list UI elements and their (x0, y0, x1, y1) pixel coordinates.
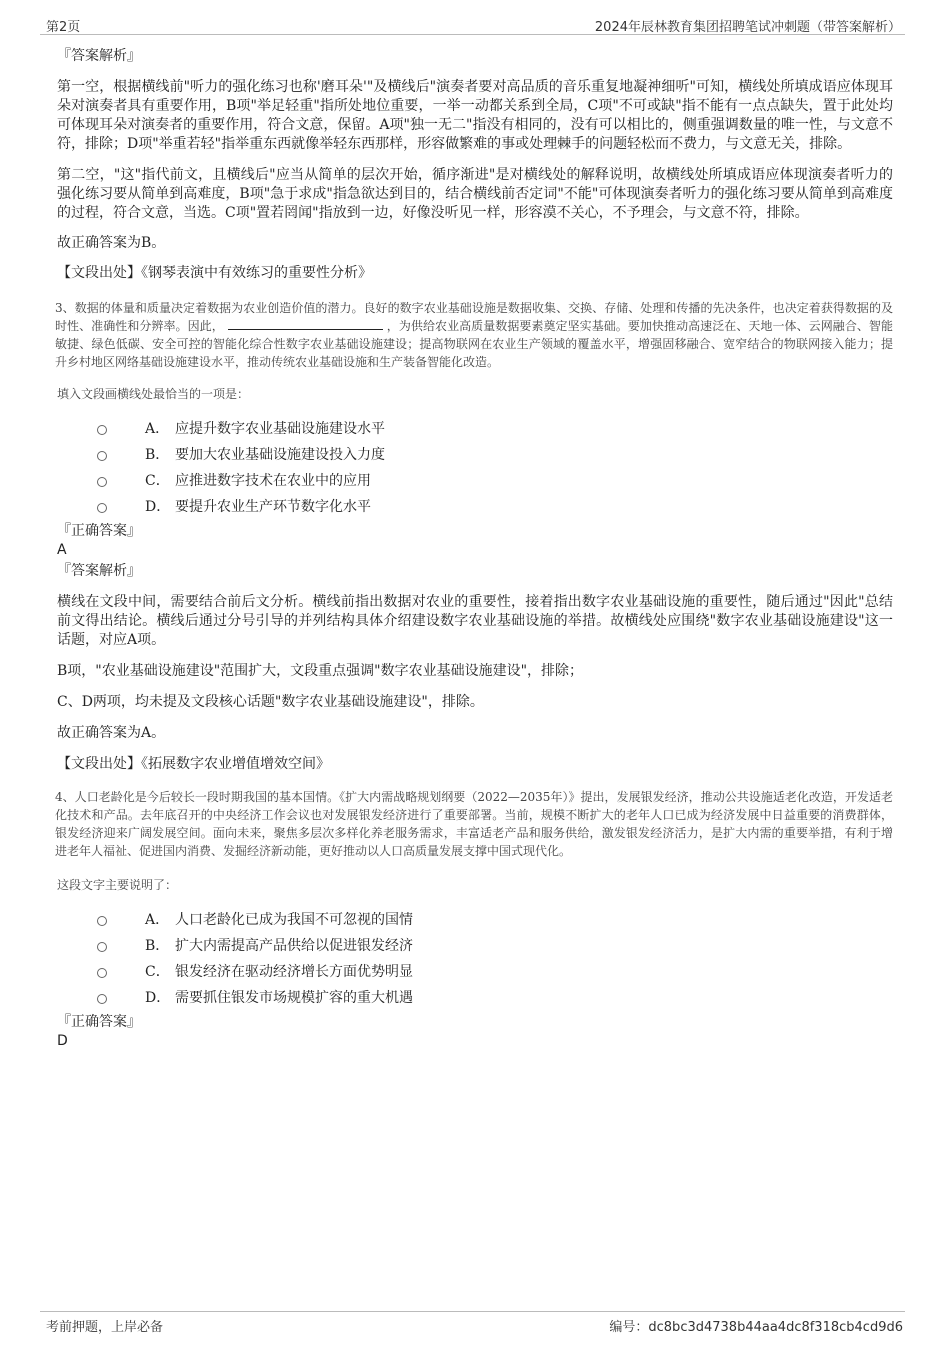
option-b[interactable]: B． 扩大内需提高产品供给以促进银发经济 (57, 933, 893, 959)
option-a[interactable]: A． 人口老龄化已成为我国不可忽视的国情 (57, 907, 893, 933)
question-stem: 3、数据的体量和质量决定着数据为农业创造价值的潜力。良好的数字农业基础设施是数据收集、交换、存储、处理和传播的先决条件，也决定着获得数据的及时性、准确性和分辨率。因此， ，为供给农业高质量数据要素奠定坚实基础。要加快推动高速泛在、天地一体、云网融合、智能敏捷、绿色低碳、安全可控的智能化综合性数字农业基础设施建设；提高物联网在农业生产领域的覆盖水平，增强固移融合、宽窄结合的物联网接入能力；提升乡村地区网络基础设施建设水平，推动传统农业基础设施和生产装备智能化改造。 (55, 301, 893, 369)
option-d[interactable]: D． 要提升农业生产环节数字化水平 (57, 494, 893, 520)
radio-icon[interactable] (97, 942, 107, 952)
page-header (40, 14, 905, 35)
answer-label: 『正确答案』 (57, 523, 141, 539)
option-b[interactable]: B． 要加大农业基础设施建设投入力度 (57, 442, 893, 468)
option-list (57, 416, 893, 520)
radio-icon[interactable] (97, 451, 107, 461)
option-list (57, 907, 893, 1011)
option-d[interactable]: D． 需要抓住银发市场规模扩容的重大机遇 (57, 985, 893, 1011)
option-a[interactable]: A． 应提升数字农业基础设施建设水平 (57, 416, 893, 442)
correct-answer: D (57, 1033, 68, 1049)
page-number: 第2页 (46, 20, 81, 35)
document-title: 2024年辰林教育集团招聘笔试冲刺题（带答案解析） (594, 20, 901, 35)
analysis-paragraph: 第二空，"这"指代前文，且横线后"应当从简单的层次开始，循序渐进"是对横线处的解释说明，故横线处所填成语应体现演奏者听力的强化练习要从简单到高难度，B项"急于求成"指急欲达到目的，结合横线前否定词"不能"可体现演奏者听力的强化练习要从简单到高难度的过程，符合文意，当选。C项"置若罔闻"指放到一边，好像没听见一样，形容漠不关心，不予理会，与文意不符，排除。 (57, 167, 893, 221)
document-code: 编号：dc8bc3d4738b44aa4dc8f318cb4cd9d6 (609, 1320, 903, 1335)
analysis-paragraph: 第一空，根据横线前"听力的强化练习也称'磨耳朵'"及横线后"演奏者要对高品质的音乐重复地凝神细听"可知，横线处所填成语应体现耳朵对演奏者具有重要作用，B项"举足轻重"指所处地位重要，一举一动都关系到全局，C项"不可或缺"指不能有一点点缺失，置于此处均可体现耳朵对演奏者的重要作用，符合文意，保留。A项"独一无二"指没有相同的，没有可以相比的，侧重强调数量的唯一性，与文意不符，排除；D项"举重若轻"指举重东西就像举轻东西那样，形容做繁难的事或处理棘手的问题轻松而不费力，与文意无关，排除。 (57, 79, 893, 152)
analysis-paragraph: B项，"农业基础设施建设"范围扩大，文段重点强调"数字农业基础设施建设"，排除； (57, 663, 584, 679)
correct-answer: A (57, 542, 67, 558)
source-citation: 【文段出处】《拓展数字农业增值增效空间》 (57, 756, 330, 772)
footer-slogan: 考前押题，上岸必备 (46, 1320, 164, 1335)
option-c[interactable]: C． 银发经济在驱动经济增长方面优势明显 (57, 959, 893, 985)
analysis-paragraph: C、D两项，均未提及文段核心话题"数字农业基础设施建设"，排除。 (57, 694, 484, 710)
question-prompt: 这段文字主要说明了： (57, 878, 178, 892)
radio-icon[interactable] (97, 968, 107, 978)
radio-icon[interactable] (97, 916, 107, 926)
question-stem: 4、人口老龄化是今后较长一段时期我国的基本国情。《扩大内需战略规划纲要（2022—2035年）》提出，发展银发经济，推动公共设施适老化改造，开发适老化技术和产品。去年底召开的中央经济工作会议也对发展银发经济进行了重要部署。当前，规模不断扩大的老年人口已成为经济发展中日益重要的消费群体，银发经济迎来广阔发展空间。面向未来，聚焦多层次多样化养老服务需求，丰富适老产品和服务供给，激发银发经济活力，是扩大内需的重要举措，有利于增进老年人福祉、促进国内消费、发掘经济新动能，更好推动以人口高质量发展支撑中国式现代化。 (55, 790, 893, 858)
analysis-paragraph: 横线在文段中间，需要结合前后文分析。横线前指出数据对农业的重要性，接着指出数字农业基础设施的重要性，随后通过"因此"总结前文得出结论。横线后通过分号引导的并列结构具体介绍建设数字农业基础设施的举措。故横线处应围绕"数字农业基础设施建设"这一话题，对应A项。 (57, 594, 893, 648)
page-footer (40, 1311, 905, 1334)
radio-icon[interactable] (97, 477, 107, 487)
document-body (57, 46, 893, 1050)
radio-icon[interactable] (97, 425, 107, 435)
question-prompt: 填入文段画横线处最恰当的一项是： (57, 387, 250, 401)
answer-label: 『正确答案』 (57, 1014, 141, 1030)
analysis-label: 『答案解析』 (57, 48, 141, 64)
source-citation: 【文段出处】《钢琴表演中有效练习的重要性分析》 (57, 265, 372, 281)
blank-line (228, 317, 383, 330)
analysis-label: 『答案解析』 (57, 563, 141, 579)
conclusion: 故正确答案为A。 (57, 725, 166, 741)
radio-icon[interactable] (97, 503, 107, 513)
radio-icon[interactable] (97, 994, 107, 1004)
conclusion: 故正确答案为B。 (57, 235, 166, 251)
option-c[interactable]: C． 应推进数字技术在农业中的应用 (57, 468, 893, 494)
